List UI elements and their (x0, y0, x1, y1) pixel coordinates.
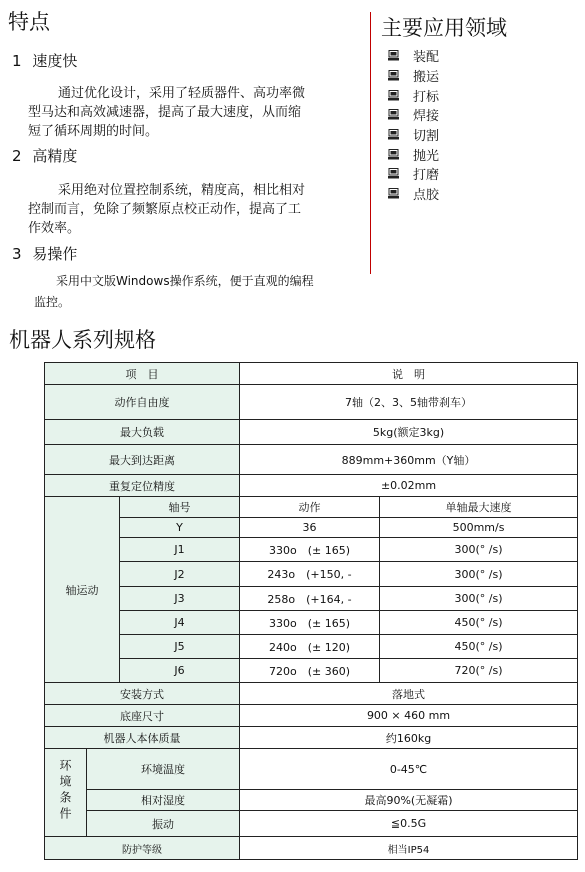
table-row (45, 611, 578, 635)
application-label: 切割 (413, 129, 440, 145)
row-value: 约160kg (240, 727, 578, 749)
row-label: 环境温度 (87, 749, 240, 790)
axis-speed: 720(° /s) (380, 659, 578, 683)
feature-line: 短了循环周期的时间。 (28, 124, 159, 139)
row-label: 最大负载 (45, 420, 240, 445)
table-row (45, 790, 578, 811)
application-item (388, 66, 439, 86)
table-row (45, 635, 578, 659)
row-label: 重复定位精度 (45, 475, 240, 497)
row-value: ≦0.5G (240, 811, 578, 837)
axis-motion: 330ο (± 165) (240, 538, 380, 562)
application-item (388, 105, 439, 125)
feature-2-text (28, 181, 358, 238)
computer-icon (388, 168, 399, 179)
computer-icon (388, 50, 399, 61)
application-label: 焊接 (413, 109, 440, 125)
axis-motion: 720ο (± 360) (240, 659, 380, 683)
table-row (45, 420, 578, 445)
table-row (45, 445, 578, 475)
axis-motion: 258ο (+164, - (240, 587, 380, 611)
row-value: 相当IP54 (240, 837, 578, 860)
row-value: 最高90%(无凝霜) (240, 790, 578, 811)
feature-heading-text: 速度快 (32, 52, 78, 70)
table-row (45, 749, 578, 790)
header-item: 项 目 (45, 363, 240, 385)
table-row (45, 475, 578, 497)
axis-motion: 240ο (± 120) (240, 635, 380, 659)
axis-name: J4 (120, 611, 240, 635)
feature-line: 通过优化设计，采用了轻质器件、高功率微 (58, 86, 306, 101)
applications-list (388, 46, 439, 204)
red-divider (370, 12, 371, 274)
application-label: 抛光 (413, 148, 440, 164)
axis-speed: 300(° /s) (380, 587, 578, 611)
header-desc: 说 明 (240, 363, 578, 385)
row-value: ±0.02mm (240, 475, 578, 497)
table-row (45, 659, 578, 683)
table-row (45, 497, 578, 518)
table-row (45, 587, 578, 611)
feature-2-heading (12, 145, 77, 166)
env-group-label (45, 749, 87, 837)
row-label: 动作自由度 (45, 385, 240, 420)
axis-group-label: 轴运动 (45, 497, 120, 683)
table-row (45, 385, 578, 420)
axis-motion: 243ο (+150, - (240, 562, 380, 587)
env-group-text: 环境条件 (58, 759, 72, 823)
table-row (45, 562, 578, 587)
feature-line: 采用绝对位置控制系统，精度高，相比相对 (58, 183, 306, 198)
row-label: 安装方式 (45, 683, 240, 705)
axis-name: Y (120, 518, 240, 538)
feature-line: 型马达和高效减速器，提高了最大速度，从而缩 (28, 105, 302, 120)
table-row (45, 363, 578, 385)
application-item (388, 144, 439, 164)
row-label: 最大到达距离 (45, 445, 240, 475)
axis-name: J3 (120, 587, 240, 611)
computer-icon (388, 129, 399, 140)
row-label: 机器人本体质量 (45, 727, 240, 749)
spec-table (44, 362, 578, 860)
computer-icon (388, 90, 399, 101)
axis-motion: 36 (240, 518, 380, 538)
feature-number: 2 (12, 147, 22, 165)
computer-icon (388, 109, 399, 120)
row-value: 落地式 (240, 683, 578, 705)
feature-line: 控制而言，免除了频繁原点校正动作，提高了工 (28, 202, 302, 217)
table-row (45, 705, 578, 727)
computer-icon (388, 188, 399, 199)
table-row (45, 518, 578, 538)
row-label: 底座尺寸 (45, 705, 240, 727)
application-item (388, 164, 439, 184)
row-value: 0-45℃ (240, 749, 578, 790)
feature-heading-text: 高精度 (32, 147, 78, 165)
computer-icon (388, 149, 399, 160)
feature-line: 采用中文版Windows操作系统，便于直观的编程 (56, 274, 314, 288)
axis-speed: 450(° /s) (380, 635, 578, 659)
axis-name: J5 (120, 635, 240, 659)
feature-3-heading (12, 243, 77, 264)
table-row (45, 811, 578, 837)
speed-col-header: 单轴最大速度 (380, 497, 578, 518)
table-row (45, 538, 578, 562)
application-label: 搬运 (413, 70, 440, 86)
axis-name: J1 (120, 538, 240, 562)
feature-line: 作效率。 (28, 221, 81, 236)
application-label: 打磨 (413, 168, 440, 184)
feature-heading-text: 易操作 (32, 245, 78, 263)
axis-motion: 330ο (± 165) (240, 611, 380, 635)
feature-number: 3 (12, 245, 22, 263)
feature-line: 监控。 (34, 295, 71, 309)
row-label: 相对湿度 (87, 790, 240, 811)
row-value: 5kg(额定3kg) (240, 420, 578, 445)
application-item (388, 46, 439, 66)
axis-speed: 450(° /s) (380, 611, 578, 635)
motion-col-header: 动作 (240, 497, 380, 518)
applications-title: 主要应用领域 (381, 16, 507, 40)
application-item (388, 184, 439, 204)
row-value: 7轴（2、3、5轴带刹车） (240, 385, 578, 420)
feature-number: 1 (12, 52, 22, 70)
table-row (45, 837, 578, 860)
row-value: 900 × 460 mm (240, 705, 578, 727)
row-value: 889mm+360mm（Y轴） (240, 445, 578, 475)
table-row (45, 727, 578, 749)
application-item (388, 85, 439, 105)
axis-name: J2 (120, 562, 240, 587)
axis-name: J6 (120, 659, 240, 683)
feature-1-heading (12, 50, 77, 71)
application-label: 点胶 (413, 188, 440, 204)
application-item (388, 125, 439, 145)
table-row (45, 683, 578, 705)
axis-col-header: 轴号 (120, 497, 240, 518)
axis-speed: 500mm/s (380, 518, 578, 538)
feature-1-text (28, 84, 358, 141)
spec-title: 机器人系列规格 (9, 328, 156, 352)
axis-speed: 300(° /s) (380, 538, 578, 562)
feature-3-text (34, 271, 354, 313)
axis-speed: 300(° /s) (380, 562, 578, 587)
application-label: 打标 (413, 89, 440, 105)
row-label: 振动 (87, 811, 240, 837)
application-label: 装配 (413, 50, 440, 66)
computer-icon (388, 70, 399, 81)
features-title: 特点 (8, 10, 50, 34)
row-label: 防护等级 (45, 837, 240, 860)
